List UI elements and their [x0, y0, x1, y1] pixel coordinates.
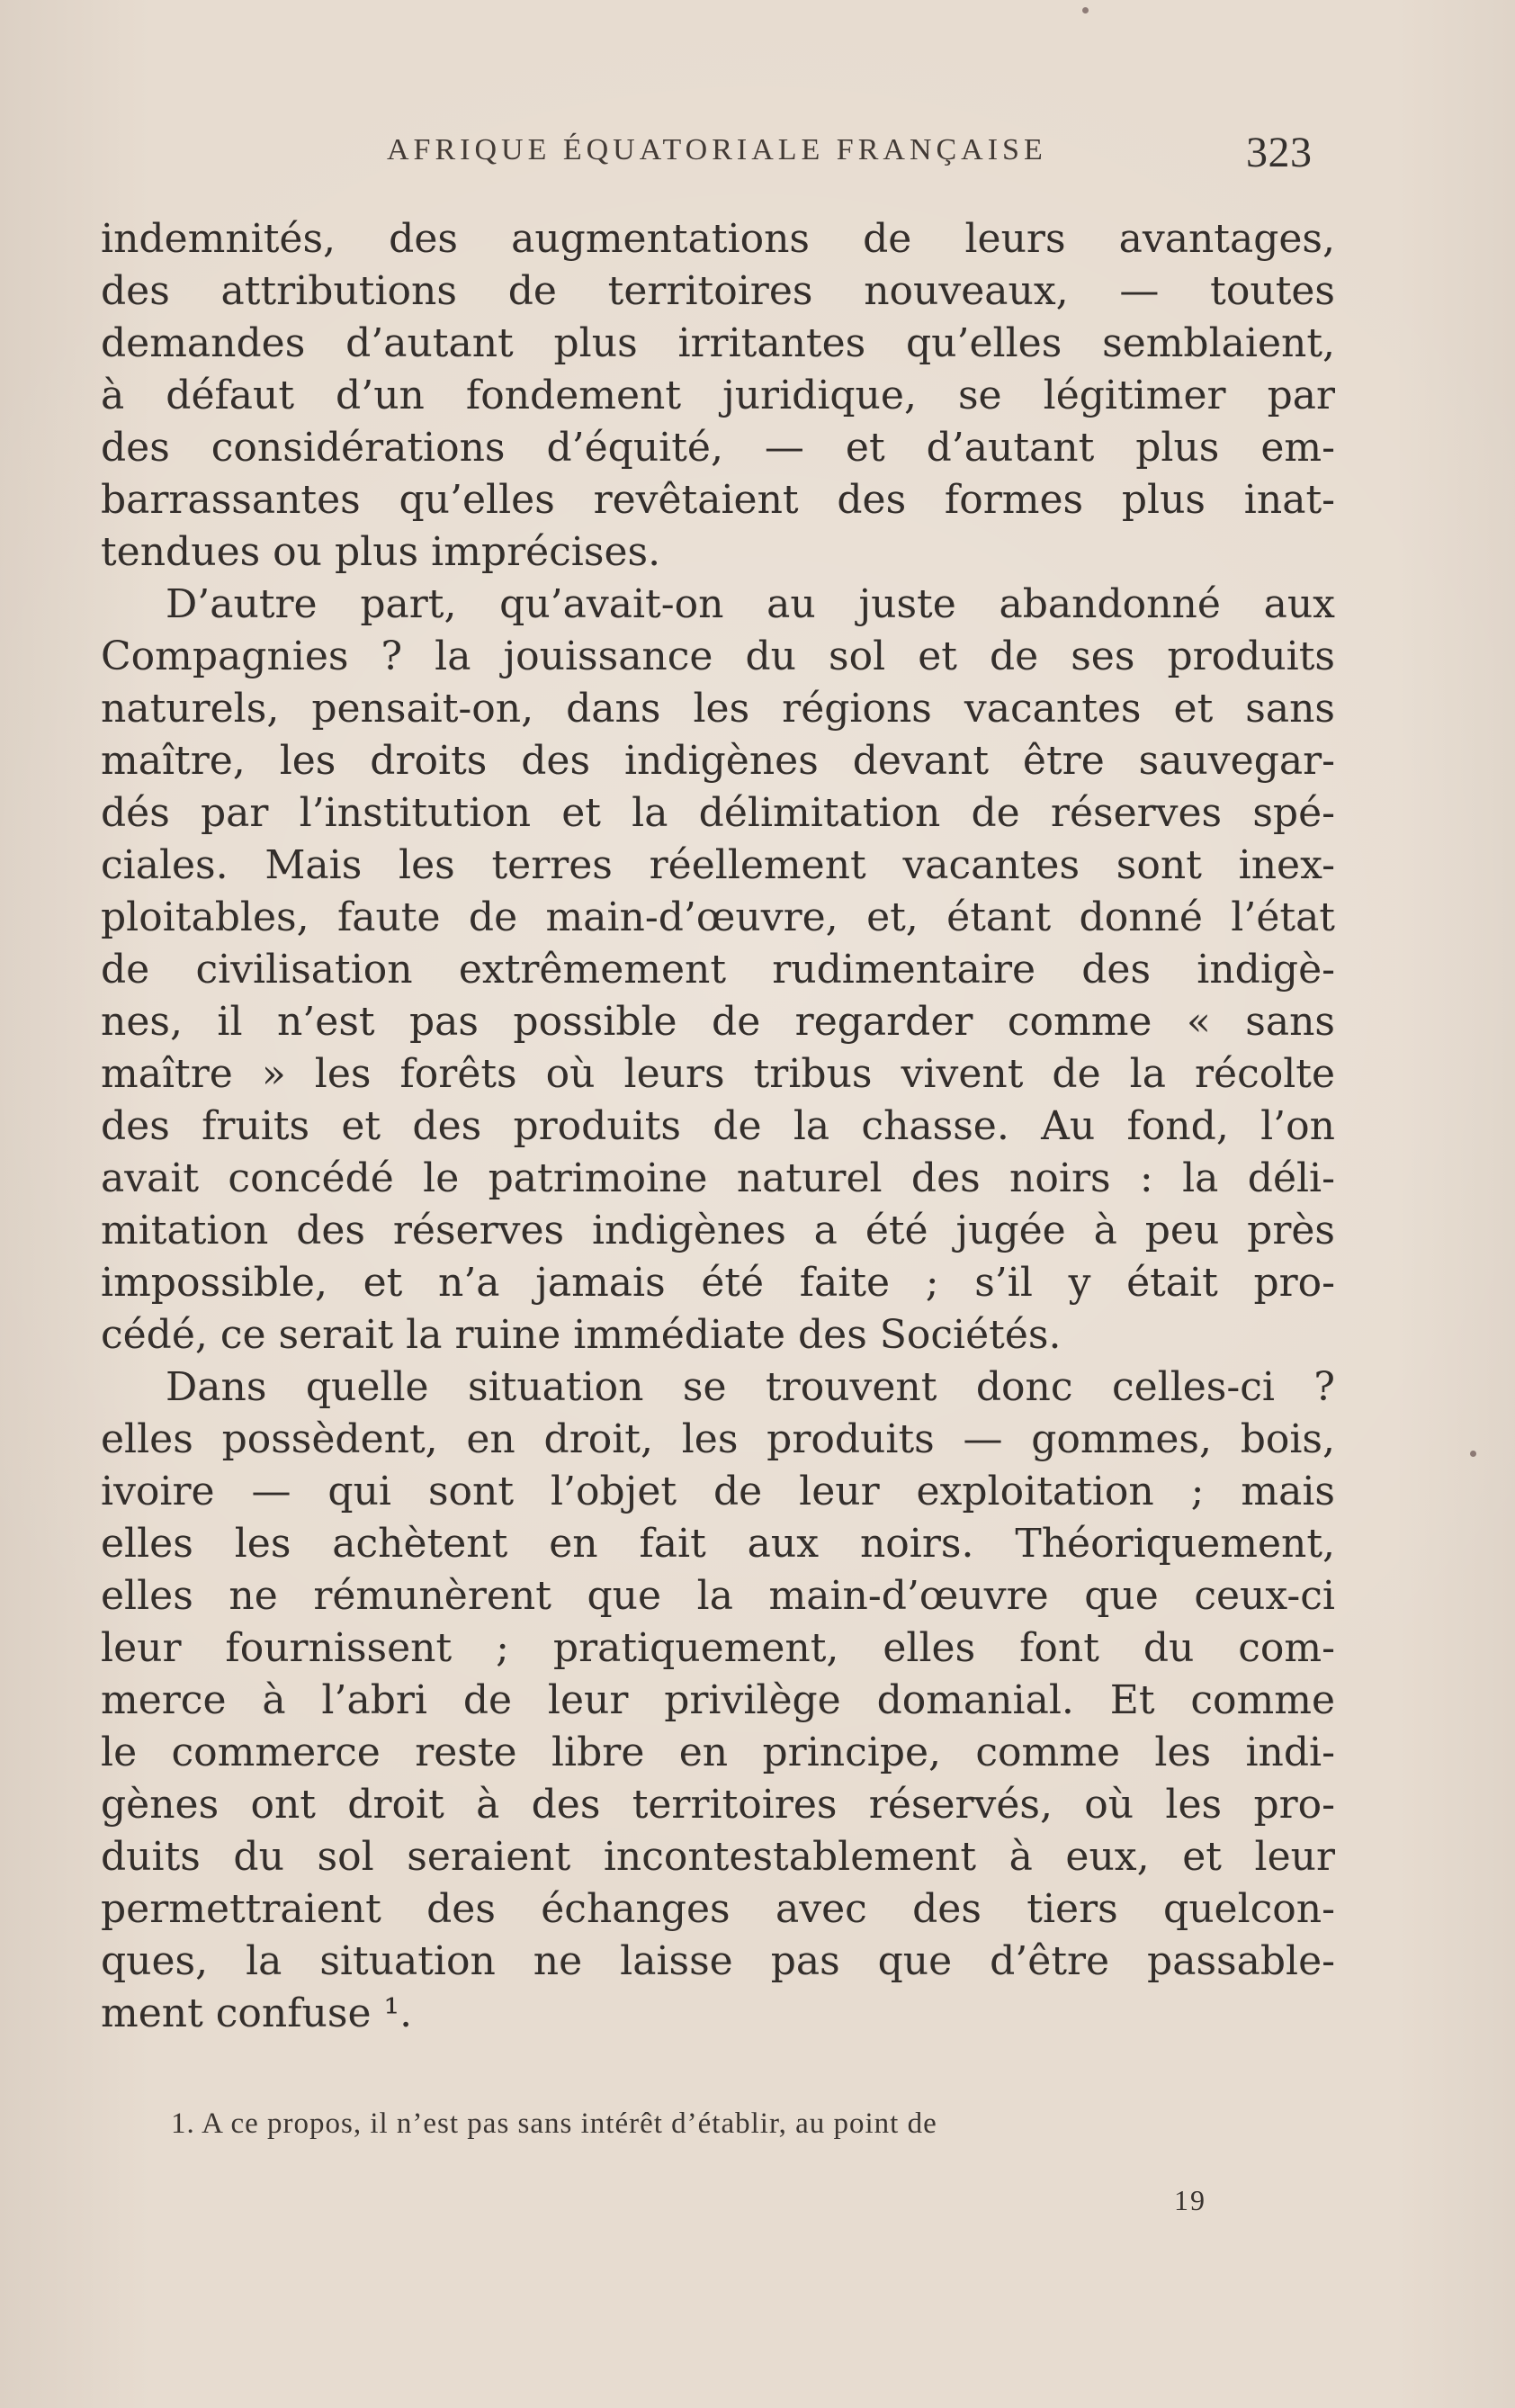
text-line: Compagnies ? la jouissance du sol et de ses produits	[101, 633, 1335, 679]
text-line: des attributions de territoires nouveaux, — toutes	[101, 268, 1335, 314]
printer-signature: 19	[1174, 2184, 1206, 2216]
footnote: 1. A ce propos, il n’est pas sans intérêt d’établir, au point de	[171, 2107, 937, 2140]
text-line: elles possèdent, en droit, les produits — gommes, bois,	[101, 1416, 1335, 1462]
text-line: ques, la situation ne laisse pas que d’être passable-	[101, 1938, 1335, 1984]
paragraph-start-line: D’autre part, qu’avait-on au juste abandonné aux	[166, 581, 1335, 627]
text-line: impossible, et n’a jamais été faite ; s’il y était pro-	[101, 1260, 1335, 1306]
page-dot-mark	[1082, 7, 1089, 13]
text-line: maître, les droits des indigènes devant être sauvegar-	[101, 738, 1335, 784]
text-line: des fruits et des produits de la chasse. Au fond, l’on	[101, 1103, 1335, 1149]
text-line: ivoire — qui sont l’objet de leur exploitation ; mais	[101, 1469, 1335, 1514]
running-header	[0, 124, 1515, 178]
text-line: nes, il n’est pas possible de regarder comme « sans	[101, 999, 1335, 1045]
text-line: maître » les forêts où leurs tribus vivent de la récolte	[101, 1051, 1335, 1097]
text-line: de civilisation extrêmement rudimentaire des indigè-	[101, 947, 1335, 993]
page-number: 323	[1246, 129, 1313, 176]
text-line: elles ne rémunèrent que la main-d’œuvre que ceux-ci	[101, 1573, 1335, 1619]
text-line: dés par l’institution et la délimitation de réserves spé-	[101, 790, 1335, 836]
text-line: duits du sol seraient incontestablement à eux, et leur	[101, 1834, 1335, 1880]
body-text	[101, 213, 1335, 2040]
text-line: permettraient des échanges avec des tiers quelcon-	[101, 1886, 1335, 1932]
text-line: des considérations d’équité, — et d’autant plus em-	[101, 425, 1335, 471]
text-line: naturels, pensait-on, dans les régions vacantes et sans	[101, 686, 1335, 732]
text-line: ploitables, faute de main-d’œuvre, et, étant donné l’état	[101, 894, 1335, 940]
text-line: cédé, ce serait la ruine immédiate des Sociétés.	[101, 1312, 1062, 1358]
text-line: à défaut d’un fondement juridique, se légitimer par	[101, 373, 1335, 418]
text-line: leur fournissent ; pratiquement, elles font du com-	[101, 1625, 1335, 1671]
text-line: ciales. Mais les terres réellement vacantes sont inex-	[101, 842, 1335, 888]
text-line: ment confuse ¹.	[101, 1990, 413, 2036]
text-line: barrassantes qu’elles revêtaient des formes plus inat-	[101, 477, 1335, 523]
text-line: mitation des réserves indigènes a été jugée à peu près	[101, 1208, 1335, 1253]
text-line: merce à l’abri de leur privilège domanial. Et comme	[101, 1677, 1335, 1723]
page-dot-mark	[1470, 1451, 1476, 1457]
text-line: le commerce reste libre en principe, comme les indi-	[101, 1730, 1335, 1775]
text-line: avait concédé le patrimoine naturel des noirs : la déli-	[101, 1155, 1335, 1201]
text-line: indemnités, des augmentations de leurs avantages,	[101, 216, 1335, 262]
running-title: AFRIQUE ÉQUATORIALE FRANÇAISE	[387, 133, 1047, 166]
text-line: demandes d’autant plus irritantes qu’elles semblaient,	[101, 320, 1335, 366]
text-line: gènes ont droit à des territoires réservés, où les pro-	[101, 1782, 1335, 1828]
text-line: tendues ou plus imprécises.	[101, 529, 661, 575]
paragraph-start-line: Dans quelle situation se trouvent donc celles-ci ?	[166, 1364, 1335, 1410]
text-line: elles les achètent en fait aux noirs. Théoriquement,	[101, 1521, 1335, 1567]
